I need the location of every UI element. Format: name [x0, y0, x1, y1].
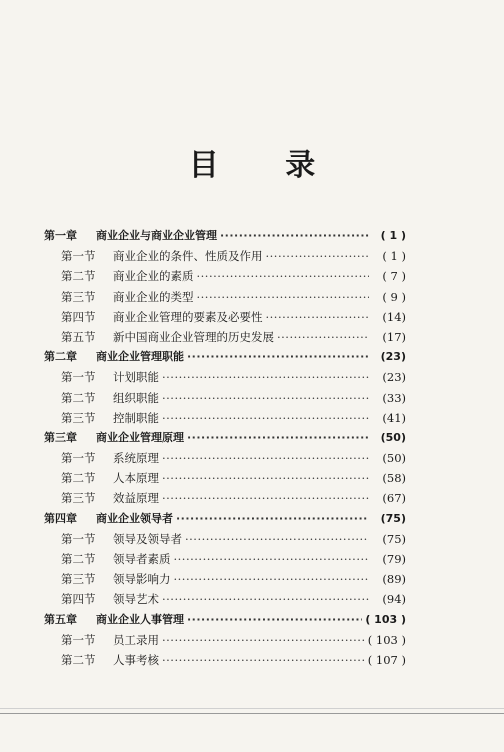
toc-entry-title: 商业企业的素质 — [113, 269, 194, 284]
toc-entry-number: 第一节 — [61, 632, 96, 647]
toc-entry-number: 第三节 — [61, 410, 96, 425]
dot-leader — [277, 327, 369, 347]
toc-entry-title: 领导艺术 — [113, 592, 159, 607]
dot-leader — [187, 610, 362, 630]
toc-entry-title: 领导者素质 — [113, 552, 171, 566]
dot-leader — [266, 307, 370, 327]
dot-leader — [197, 287, 370, 307]
toc-entry-page-number: (50) — [380, 430, 406, 444]
toc-entry-title: 商业企业领导者 — [96, 511, 173, 525]
dot-leader — [162, 630, 365, 650]
toc-entry-page-number: ( 1 ) — [380, 229, 406, 242]
dot-leader — [162, 650, 365, 670]
toc-entry-number: 第三节 — [61, 491, 96, 506]
toc-entry-title: 领导及领导者 — [113, 531, 182, 546]
toc-section-entry — [44, 630, 406, 650]
toc-entry-number: 第一节 — [61, 249, 96, 264]
toc-entry-title: 系统原理 — [113, 451, 159, 466]
dot-leader — [187, 428, 369, 448]
toc-entry-title: 商业企业与商业企业管理 — [96, 229, 217, 242]
dot-leader — [162, 367, 369, 387]
toc-section-entry — [44, 408, 406, 428]
toc-entry-title: 效益原理 — [113, 491, 159, 506]
toc-entry-number: 第五章 — [44, 612, 77, 626]
toc-chapter-entry — [44, 610, 406, 630]
toc-entry-page-number: (75) — [380, 511, 406, 525]
toc-entry-title: 领导影响力 — [113, 572, 171, 587]
toc-entry-title: 组织职能 — [113, 390, 159, 405]
dot-leader — [174, 569, 370, 589]
toc-section-entry — [44, 488, 406, 508]
dot-leader — [266, 246, 370, 266]
page-bottom-rule — [0, 713, 504, 714]
toc-entry-title: 商业企业管理的要素及必要性 — [113, 309, 263, 324]
dot-leader — [220, 226, 369, 246]
toc-section-entry — [44, 266, 406, 286]
dot-leader — [187, 347, 369, 367]
toc-section-entry — [44, 549, 406, 569]
toc-entry-title: 商业企业人事管理 — [96, 612, 184, 626]
toc-entry-title: 商业企业的类型 — [113, 289, 194, 304]
toc-entry-page-number: ( 7 ) — [382, 269, 406, 284]
dot-leader — [162, 488, 369, 508]
toc-entry-page-number: ( 103 ) — [365, 612, 406, 626]
toc-entry-page-number: (67) — [382, 491, 406, 506]
toc-entry-page-number: ( 9 ) — [382, 289, 406, 304]
dot-leader — [162, 448, 369, 468]
toc-entry-number: 第一节 — [61, 370, 96, 385]
toc-entry-title: 新中国商业企业管理的历史发展 — [113, 329, 274, 344]
toc-entry-title: 商业企业管理职能 — [96, 350, 184, 364]
toc-section-entry — [44, 287, 406, 307]
toc-entry-number: 第四章 — [44, 511, 77, 525]
toc-entry-page-number: ( 107 ) — [367, 652, 406, 667]
toc-entry-number: 第三节 — [61, 572, 96, 587]
toc-entry-number: 第一章 — [44, 229, 77, 242]
toc-entry-title: 员工录用 — [113, 632, 159, 647]
toc-entry-title: 商业企业的条件、性质及作用 — [113, 249, 263, 264]
toc-section-entry — [44, 367, 406, 387]
toc-section-entry — [44, 327, 406, 347]
toc-section-entry — [44, 589, 406, 609]
dot-leader — [176, 509, 369, 529]
dot-leader — [174, 549, 370, 569]
dot-leader — [162, 388, 369, 408]
toc-entry-number: 第二章 — [44, 350, 77, 364]
toc-section-entry — [44, 246, 406, 266]
toc-section-entry — [44, 468, 406, 488]
dot-leader — [162, 408, 369, 428]
dot-leader — [162, 589, 369, 609]
toc-entry-page-number: ( 1 ) — [382, 249, 406, 264]
table-of-contents — [44, 226, 406, 670]
toc-entry-number: 第二节 — [61, 269, 96, 284]
toc-entry-page-number: (79) — [382, 552, 406, 566]
toc-entry-number: 第一节 — [61, 451, 96, 466]
toc-entry-title: 人本原理 — [113, 471, 159, 486]
toc-entry-page-number: (23) — [382, 370, 406, 385]
toc-section-entry — [44, 650, 406, 670]
toc-section-entry — [44, 388, 406, 408]
toc-entry-number: 第四节 — [61, 309, 96, 324]
toc-entry-page-number: (58) — [382, 471, 406, 486]
toc-entry-number: 第三节 — [61, 289, 96, 304]
toc-entry-title: 计划职能 — [113, 370, 159, 385]
toc-chapter-entry — [44, 347, 406, 367]
toc-entry-page-number: (50) — [382, 451, 406, 466]
toc-section-entry — [44, 569, 406, 589]
toc-entry-number: 第二节 — [61, 390, 96, 405]
toc-entry-number: 第一节 — [61, 531, 96, 546]
toc-entry-title: 控制职能 — [113, 410, 159, 425]
toc-chapter-entry — [44, 428, 406, 448]
toc-entry-title: 商业企业管理原理 — [96, 430, 184, 444]
dot-leader — [197, 266, 370, 286]
dot-leader — [185, 529, 369, 549]
toc-entry-page-number: (75) — [382, 531, 406, 546]
toc-entry-page-number: (94) — [382, 592, 406, 607]
toc-entry-page-number: (23) — [380, 350, 406, 364]
page-title: 目 录 — [188, 148, 344, 183]
toc-entry-number: 第二节 — [61, 652, 96, 667]
toc-section-entry — [44, 307, 406, 327]
toc-chapter-entry — [44, 509, 406, 529]
toc-entry-page-number: ( 103 ) — [367, 632, 406, 647]
toc-section-entry — [44, 448, 406, 468]
toc-entry-page-number: (17) — [382, 329, 406, 344]
toc-entry-page-number: (14) — [382, 309, 406, 324]
toc-section-entry — [44, 529, 406, 549]
toc-entry-page-number: (33) — [382, 390, 406, 405]
toc-entry-number: 第四节 — [61, 592, 96, 607]
toc-entry-number: 第五节 — [61, 329, 96, 344]
toc-entry-page-number: (89) — [382, 572, 406, 587]
toc-entry-title: 人事考核 — [113, 652, 159, 667]
toc-entry-page-number: (41) — [382, 410, 406, 425]
toc-entry-number: 第二节 — [61, 552, 96, 566]
toc-chapter-entry — [44, 226, 406, 246]
toc-entry-number: 第三章 — [44, 430, 77, 444]
page-edge-line — [0, 708, 504, 709]
toc-entry-number: 第二节 — [61, 471, 96, 486]
dot-leader — [162, 468, 369, 488]
